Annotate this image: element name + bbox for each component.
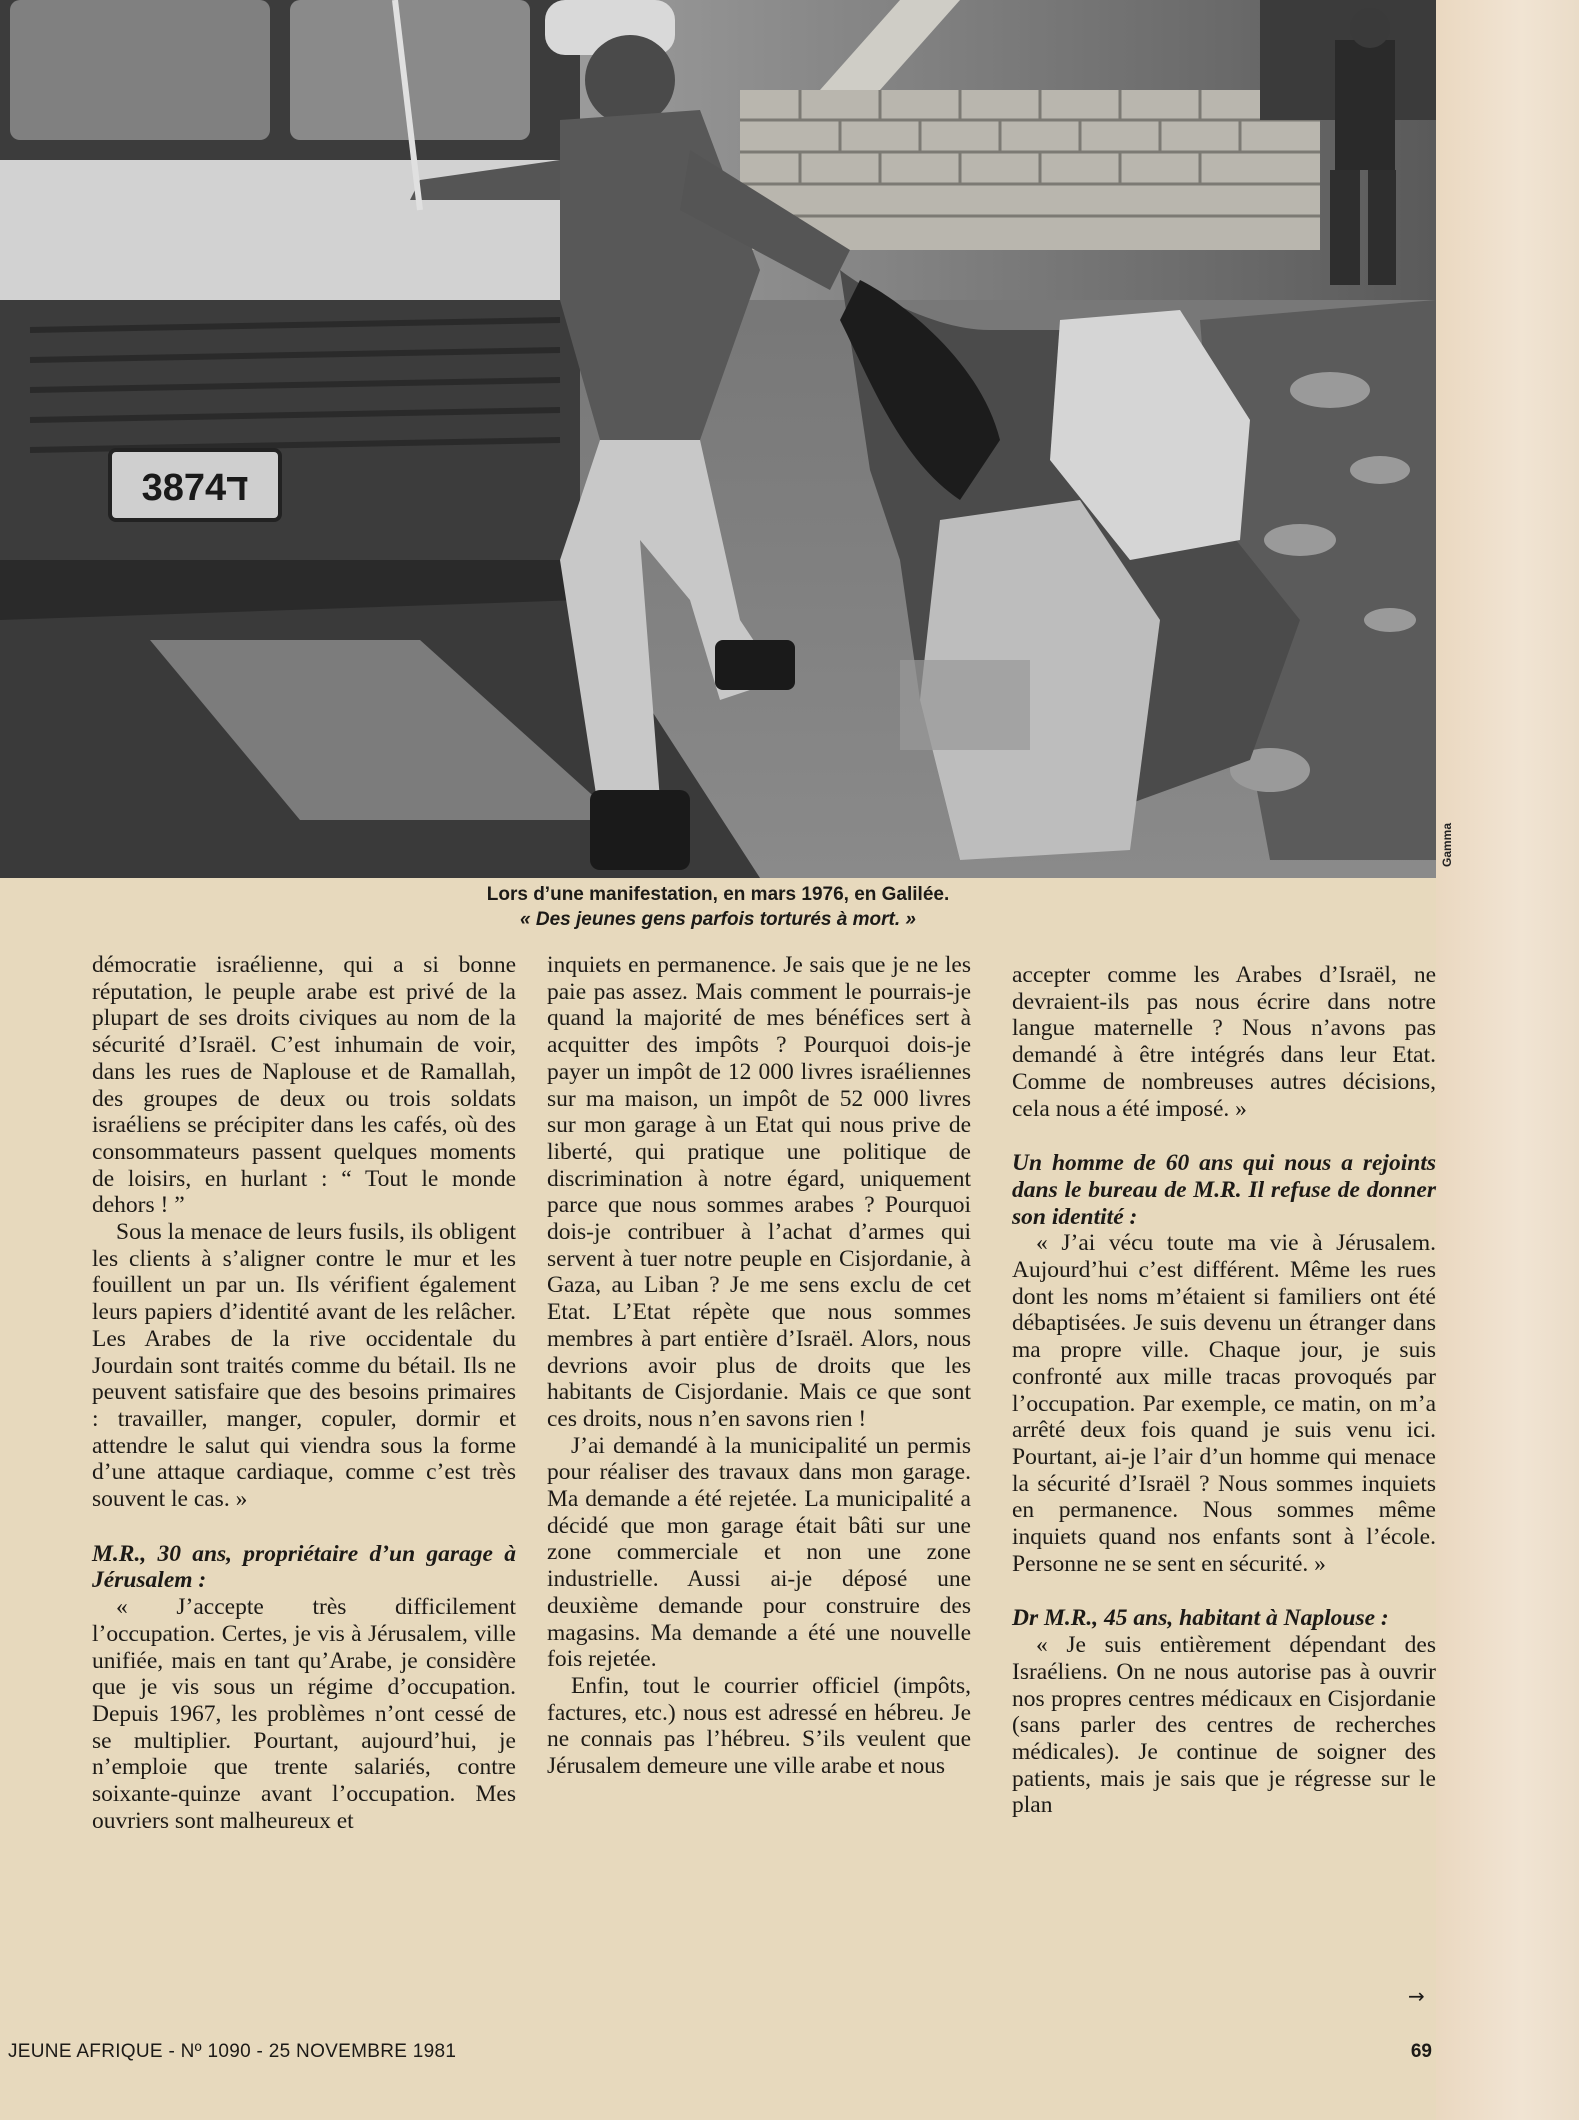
interviewee-heading: M.R., 30 ans, propriétaire d’un garage à Jérusalem : bbox=[92, 1540, 516, 1594]
page-margin bbox=[1436, 0, 1579, 2120]
caption-line-1: Lors d’une manifestation, en mars 1976, en Galilée. bbox=[486, 884, 950, 905]
photo-caption bbox=[300, 882, 1136, 932]
article-column-2 bbox=[547, 952, 971, 1780]
paragraph: « J’accepte très difficilement l’occupation. Certes, je vis à Jérusalem, ville unifiée, mais en tant qu’Arabe, je considère que je vis sous un régime d’occupation. Depuis 1967, les problèmes n’ont cessé de se multiplier. Pourtant, aujourd’hui, je n’emploie que trente salariés, contre soixante-quinze avant l’occupation. Mes ouvriers sont malheureux et bbox=[92, 1594, 516, 1834]
article-column-3 bbox=[1012, 952, 1436, 1819]
arrow-right-icon: → bbox=[1408, 1984, 1425, 2008]
page-footer bbox=[8, 2041, 1438, 2069]
caption-quote: « Des jeunes gens parfois torturés à mort. » bbox=[520, 909, 916, 930]
interviewee-heading: Un homme de 60 ans qui nous a rejoints dans le bureau de M.R. Il refuse de donner son identité : bbox=[1012, 1150, 1436, 1230]
paragraph: accepter comme les Arabes d’Israël, ne devraient-ils pas nous écrire dans notre langue maternelle ? Nous n’avons pas demandé à être intégrés dans leur Etat. Comme de nombreuses autres décisions, cela nous a été imposé. » bbox=[1012, 962, 1436, 1122]
paragraph: Enfin, tout le courrier officiel (impôts, factures, etc.) nous est adressé en hébreu. Je ne connais pas l’hébreu. S’ils veulent que Jérusalem demeure une ville arabe et nous bbox=[547, 1672, 971, 1780]
license-plate: 3874ד bbox=[141, 467, 249, 509]
paragraph: J’ai demandé à la municipalité un permis pour réaliser des travaux dans mon garage. Ma demande a été rejetée. La municipalité a décidé que mon garage était bâti sur une zone commerciale et non une zone industrielle. Aussi ai-je déposé une deuxième demande pour construire des magasins. Ma demande a été une nouvelle fois rejetée. bbox=[547, 1432, 971, 1673]
paragraph: démocratie israélienne, qui a si bonne réputation, le peuple arabe est privé de la plupart de ses droits civiques au nom de la sécurité d’Israël. C’est inhumain de voir, dans les rues de Naplouse et de Ramallah, des groupes de deux ou trois soldats israéliens se précipiter dans les cafés, où des consommateurs passent quelques moments de loisirs, en hurlant : “ Tout le monde dehors ! ” bbox=[92, 952, 516, 1219]
paragraph: inquiets en permanence. Je sais que je ne les paie pas assez. Mais comment le pourrais-je quand la majorité de mes bénéfices sert à acquitter des impôts ? Pourquoi dois-je payer un impôt de 12 000 livres israéliennes sur ma maison, un impôt de 52 000 livres sur mon garage à un Etat qui nous prive de liberté, qui pratique une politique de discrimination à notre égard, uniquement parce que nous sommes arabes ? Pourquoi dois-je contribuer à l’achat d’armes qui servent à tuer notre peuple en Cisjordanie, à Gaza, au Liban ? Je me sens exclu de cet Etat. L’Etat répète que nous sommes membres à part entière d’Israël. Alors, nous devrions avoir plus de droits que les habitants de Cisjordanie. Mais ce que sont ces droits, nous n’en savons rien ! bbox=[547, 952, 971, 1432]
page-number: 69 bbox=[1410, 2041, 1432, 2062]
news-photo bbox=[0, 0, 1436, 878]
paragraph: Sous la menace de leurs fusils, ils obligent les clients à s’aligner contre le mur et les fouillent un par un. Ils vérifient également leurs papiers d’identité avant de les relâcher. Les Arabes de la rive occidentale du Jourdain sont traités comme du bétail. Ils ne peuvent satisfaire que des besoins primaires : travailler, manger, copuler, dormir et attendre le salut qui viendra sous la forme d’une attaque cardiaque, comme c’est très souvent le cas. » bbox=[92, 1219, 516, 1513]
interviewee-heading: Dr M.R., 45 ans, habitant à Naplouse : bbox=[1012, 1605, 1389, 1632]
paragraph: « J’ai vécu toute ma vie à Jérusalem. Aujourd’hui c’est différent. Même les rues dont les noms m’étaient si familiers ont été débaptisées. Je suis devenu un étranger dans ma propre ville. Chaque jour, je suis confronté aux mille tracas provoqués par l’occupation. Par exemple, ce matin, on m’a arrêté deux fois quand je suis venu ici. Pourtant, ai-je l’air d’un homme qui menace la sécurité d’Israël ? Nous sommes inquiets en permanence. Nous sommes même inquiets quand nos enfants sont à l’école. Personne ne se sent en sécurité. » bbox=[1012, 1230, 1436, 1577]
paragraph: « Je suis entièrement dépendant des Israéliens. On ne nous autorise pas à ouvrir nos propres centres médicaux en Cisjordanie (sans parler des centres de recherches médicales). Je continue de soigner des patients, mais je sais que je régresse sur le plan bbox=[1012, 1632, 1436, 1819]
publication-info: JEUNE AFRIQUE - Nº 1090 - 25 NOVEMBRE 1981 bbox=[8, 2041, 457, 2062]
photo-credit: Gamma bbox=[1440, 822, 1454, 868]
article-column-1 bbox=[92, 952, 516, 1835]
